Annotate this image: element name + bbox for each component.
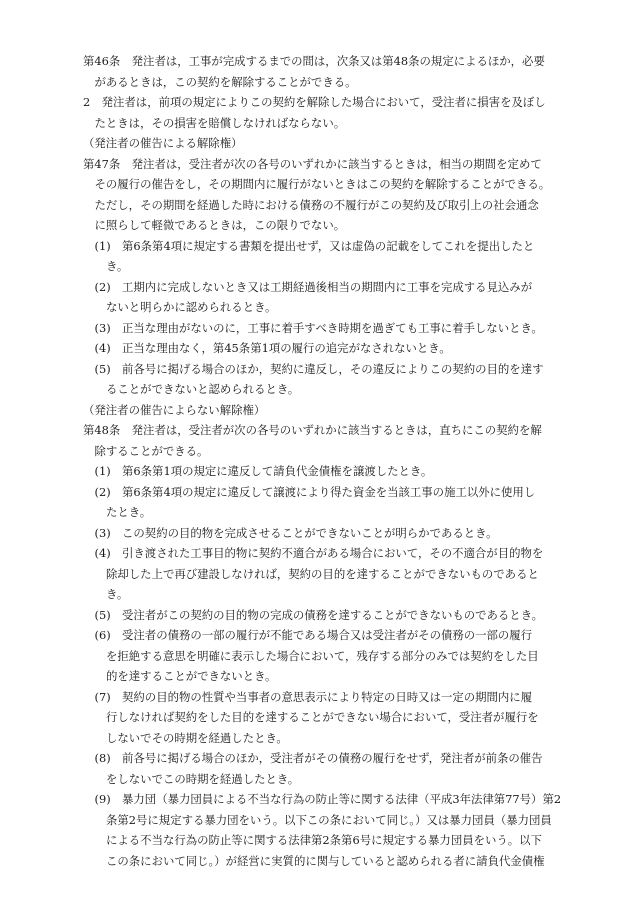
list-item-line: たとき。 xyxy=(106,505,152,519)
list-item-line: による不当な行為の防止等に関する法律第2条第6号に規定する暴力団員をいう。以下 xyxy=(106,833,542,847)
list-item-line: (4) 引き渡された工事目的物に契約不適合がある場合において，その不適合が目的物を xyxy=(94,546,544,560)
list-item-line: (3) この契約の目的物を完成させることができないことが明らかであるとき。 xyxy=(94,525,498,540)
list-item-line: 的を達することができないとき。 xyxy=(106,669,277,683)
list-item-line: (5) 前各号に掲げる場合のほか，契約に違反し，その違反によりこの契約の目的を達す xyxy=(94,361,544,376)
list-item-line: 行しなければ契約をした目的を達することができない場合において，受注者が履行を xyxy=(106,710,539,724)
list-item-line: を拒絶する意思を明確に表示した場合において，残存する部分のみでは契約をした目 xyxy=(106,648,539,663)
list-item-line: (7) 契約の目的物の性質や当事者の意思表示により特定の日時又は一定の期間内に履 xyxy=(94,689,533,704)
article-47-line: 第47条 発注者は，受注者が次の各号のいずれかに該当するときは，相当の期間を定めて xyxy=(83,156,542,171)
list-item-line: (3) 正当な理由がないのに，工事に着手すべき時期を過ぎても工事に着手しないとき。 xyxy=(94,320,543,335)
article-48-line: 除することができる。 xyxy=(94,443,209,458)
list-item-line: をしないでこの時期を経過したとき。 xyxy=(106,771,300,786)
list-item-line: 条第2号に規定する暴力団をいう。以下この条において同じ。）又は暴力団員（暴力団員 xyxy=(106,812,552,827)
contract-text xyxy=(83,51,562,871)
list-item-line: (2) 第6条第4項の規定に違反して譲渡により得た資金を当該工事の施工以外に使用し xyxy=(94,484,536,499)
article-46-para-2-line: たときは，その損害を賠償しなければならない。 xyxy=(94,115,346,130)
list-item-line: (1) 第6条第1項の規定に違反して請負代金債権を譲渡したとき。 xyxy=(94,464,433,478)
list-item-line: ないと明らかに認められるとき。 xyxy=(106,300,277,314)
list-item-line: 除却した上で再び建設しなければ，契約の目的を達することができないものであると xyxy=(106,566,539,581)
list-item-line: (8) 前各号に掲げる場合のほか，受注者がその債務の履行をせず，発注者が前条の催告 xyxy=(94,751,543,765)
list-item-line: き。 xyxy=(106,259,129,273)
list-item-line: ることができないと認められるとき。 xyxy=(106,382,300,396)
article-46-line: があるときは，この契約を解除することができる。 xyxy=(94,74,357,89)
article-46-line: 第46条 発注者は，工事が完成するまでの間は，次条又は第48条の規定によるほか，必要 xyxy=(83,54,545,68)
article-48-line: 第48条 発注者は，受注者が次の各号のいずれかに該当するときは，直ちにこの契約を解 xyxy=(83,423,542,437)
list-item-line: (1) 第6条第4項に規定する書類を提出せず，又は虚偽の記載をしてこれを提出したと xyxy=(94,238,535,253)
article-46-para-2-line: 2 発注者は，前項の規定によりこの契約を解除した場合において，受注者に損害を及ぼし xyxy=(83,95,546,109)
list-item-line: しないでその時期を経過したとき。 xyxy=(106,730,288,745)
article-47-line: その履行の催告をし，その期間内に履行がないときはこの契約を解除することができる。 xyxy=(94,177,551,191)
list-item-line: この条において同じ。）が経営に実質的に関与していると認められる者に請負代金債権 xyxy=(106,853,545,868)
list-item-line: (9) 暴力団（暴力団員による不当な行為の防止等に関する法律（平成3年法律第77号）第2 xyxy=(94,792,562,806)
article-47-line: ただし，その期間を経過した時における債務の不履行がこの契約及び取引上の社会通念 xyxy=(94,197,539,212)
list-item-line: き。 xyxy=(106,587,129,601)
article-47-heading: （発注者の催告による解除権） xyxy=(83,136,243,150)
list-item-line: (6) 受注者の債務の一部の履行が不能である場合又は受注者がその債務の一部の履行 xyxy=(94,628,533,642)
article-48-heading: （発注者の催告によらない解除権） xyxy=(83,402,266,417)
list-item-line: (4) 正当な理由なく，第45条第1項の履行の追完がなされないとき。 xyxy=(94,341,451,355)
article-47-line: に照らして軽微であるときは，この限りでない。 xyxy=(94,218,346,232)
list-item-line: (5) 受注者がこの契約の目的物の完成の債務を達することができないものであるとき。 xyxy=(94,607,544,622)
list-item-line: (2) 工期内に完成しないとき又は工期経過後相当の期間内に工事を完成する見込みが xyxy=(94,279,533,294)
